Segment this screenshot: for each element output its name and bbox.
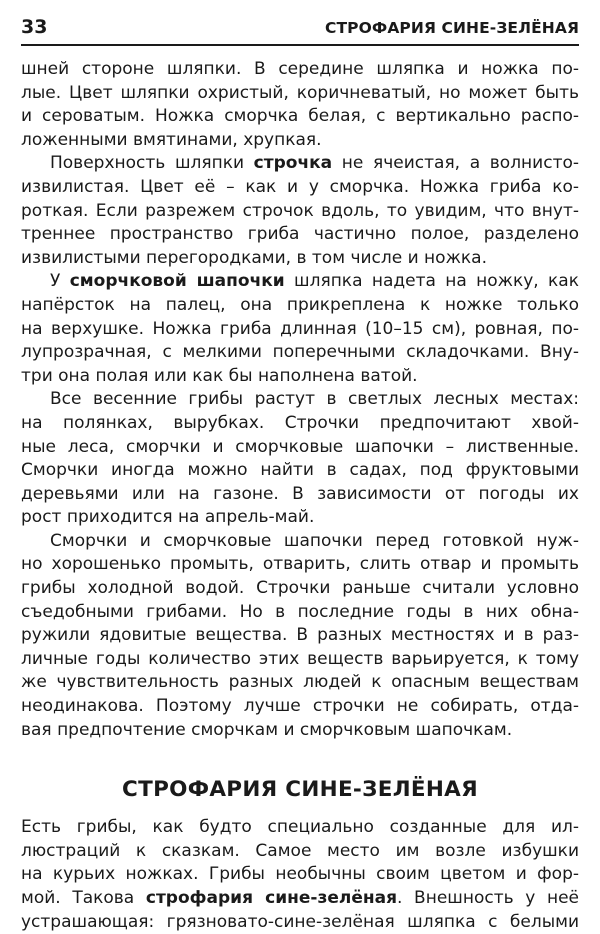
text-line — [21, 530, 579, 554]
text-run: лые. Цвет шляпки охристый, коричневатый, но может быть — [21, 82, 579, 103]
text-run: на верхушке. Ножка гриба длинная (10–15 см), ровная, по- — [21, 318, 579, 339]
text-run: шляпка надета на ножку, как — [284, 271, 579, 292]
body-text — [21, 58, 579, 742]
paragraph — [21, 816, 579, 934]
text-run: вая предпочтение сморчкам и сморчковым шапочкам. — [21, 719, 513, 740]
text-line — [21, 129, 579, 153]
text-run: съедобными грибами. Но в последние годы в них обна- — [21, 601, 579, 622]
text-run: же чувствительность разных людей к опасным веществам — [21, 672, 579, 693]
text-line — [21, 577, 579, 601]
paragraph — [21, 388, 579, 530]
text-run: ружили ядовитые вещества. В разных местностях и в раз- — [21, 625, 579, 646]
text-line — [21, 436, 579, 460]
text-run: на полянках, вырубках. Строчки предпочитают хвой- — [21, 412, 579, 433]
text-run: ложенными вмятинами, хрупкая. — [21, 129, 322, 150]
text-line — [21, 341, 579, 365]
text-run: неодинакова. Поэтому лучше строчки не собирать, отда- — [21, 696, 579, 717]
text-run: деревьями или на газоне. В зависимости от погоды их — [21, 483, 579, 504]
text-run: грибы холодной водой. Строчки раньше считали условно — [21, 578, 579, 599]
running-header — [21, 0, 579, 46]
text-run: Поверхность шляпки — [50, 153, 254, 174]
bold-term: строфария сине-зелёная — [145, 888, 397, 908]
text-line — [21, 412, 579, 436]
text-run: не ячеистая, а волнисто- — [332, 153, 580, 174]
text-line — [21, 200, 579, 224]
text-run: личные годы количество этих веществ варьируется, к тому — [21, 648, 579, 669]
text-run: извилистыми перегородками, в том числе и ножка. — [21, 247, 487, 268]
text-run: мой. Такова — [21, 888, 146, 908]
text-run: три она полая или как бы наполнена ватой. — [21, 365, 418, 386]
text-line — [21, 58, 579, 82]
text-run: роткая. Если разрежем строчок вдоль, то увидим, что внут- — [21, 200, 579, 221]
text-line — [21, 506, 579, 530]
text-line — [21, 624, 579, 648]
text-run: напёрсток на палец, она прикреплена к ножке только — [21, 294, 579, 315]
text-line — [21, 247, 579, 271]
text-line — [21, 887, 579, 911]
text-line — [21, 82, 579, 106]
text-run: Есть грибы, как будто специально созданные для ил- — [21, 817, 579, 838]
text-run: треннее пространство гриба частично полое, разделено — [21, 224, 579, 245]
text-line — [21, 483, 579, 507]
text-line — [21, 671, 579, 695]
text-run: люстраций к сказкам. Самое место им возле избушки — [21, 840, 579, 861]
text-run: ные леса, сморчки и сморчковые шапочки – лиственные. — [21, 436, 579, 457]
text-line — [21, 152, 579, 176]
text-run: Сморчки и сморчковые шапочки перед готовкой нуж- — [50, 530, 579, 551]
text-run: Сморчки иногда можно найти в садах, под фруктовыми — [21, 460, 579, 481]
text-line — [21, 105, 579, 129]
text-run: на курьих ножках. Грибы необычны своим цветом и фор- — [21, 864, 579, 885]
paragraph — [21, 152, 579, 270]
paragraph — [21, 58, 579, 152]
bold-term: строчка — [253, 153, 333, 174]
text-line — [21, 294, 579, 318]
text-line — [21, 553, 579, 577]
text-run: но хорошенько промыть, отварить, слить отвар и промыть — [21, 554, 579, 575]
text-line — [21, 176, 579, 200]
text-line — [21, 365, 579, 389]
text-run: рост приходится на апрель-май. — [21, 507, 315, 528]
text-line — [21, 911, 579, 934]
text-line — [21, 270, 579, 294]
text-run: и сероватым. Ножка сморчка белая, с вертикально распо- — [21, 106, 579, 127]
book-page — [21, 0, 579, 934]
text-run: лупрозрачная, с мелкими поперечными складочками. Вну- — [21, 342, 579, 363]
text-line — [21, 816, 579, 840]
text-run: устрашающая: грязновато-сине-зелёная шляпка с белыми — [21, 911, 579, 932]
bold-term: сморчковой шапочки — [69, 271, 285, 292]
page-number: 33 — [21, 16, 48, 38]
text-line — [21, 601, 579, 625]
paragraph — [21, 530, 579, 742]
paragraph — [21, 270, 579, 388]
text-run: . Внешность у неё — [397, 888, 579, 908]
text-line — [21, 318, 579, 342]
text-line — [21, 695, 579, 719]
section-body-text — [21, 816, 579, 934]
text-line — [21, 719, 579, 743]
text-line — [21, 223, 579, 247]
text-run: У — [50, 271, 70, 292]
text-line — [21, 840, 579, 864]
text-line — [21, 863, 579, 887]
section-heading: СТРОФАРИЯ СИНЕ-ЗЕЛЁНАЯ — [122, 777, 478, 803]
text-run: шней стороне шляпки. В середине шляпка и ножка по- — [21, 59, 579, 79]
running-title: СТРОФАРИЯ СИНЕ-ЗЕЛЁНАЯ — [324, 19, 579, 37]
text-run: Все весенние грибы растут в светлых лесных местах: — [50, 389, 579, 410]
text-line — [21, 459, 579, 483]
text-run: извилистая. Цвет её – как и у сморчка. Ножка гриба ко- — [21, 176, 579, 197]
text-line — [21, 648, 579, 672]
text-line — [21, 388, 579, 412]
